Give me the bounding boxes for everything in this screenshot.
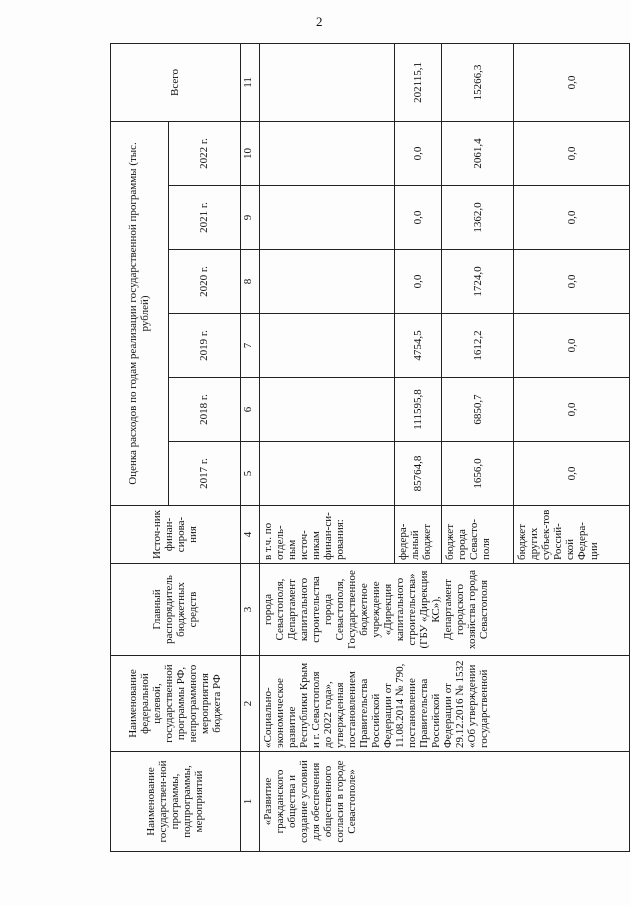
federal-program-cell: «Социально-экономическое развитие Республики Крым и г. Севастополя до 2022 года», утвержденная постановлением Правительства Российской Федерации от 11.08.2014 № 790, постановление Правительства Российской Федерации от 29.12.2016 № 1532 «Об утверждении государственной: [260, 656, 630, 752]
value-cell: 1612,2: [442, 314, 514, 378]
value-cell: 1724,0: [442, 250, 514, 314]
value-cell: 4754,5: [394, 314, 441, 378]
value-cell: 0,0: [394, 250, 441, 314]
value-cell: 85764,8: [394, 442, 441, 506]
program-name-cell: «Развитие гражданского общества и создание условий для обеспечения общественного согласия в городе Севастополе»: [260, 752, 630, 852]
value-cell: 0,0: [394, 121, 441, 185]
value-cell: [260, 121, 394, 185]
value-cell: 0,0: [514, 378, 630, 442]
column-number: 2: [240, 656, 260, 752]
rotated-table-wrapper: [110, 44, 630, 852]
column-number: 3: [240, 564, 260, 656]
value-cell: 0,0: [514, 43, 630, 121]
value-cell: 2061,4: [442, 121, 514, 185]
value-cell: 1656,0: [442, 442, 514, 506]
column-number: 1: [240, 752, 260, 852]
value-cell: [260, 378, 394, 442]
column-number: 5: [240, 442, 260, 506]
source-label: в т.ч. по отдель-ным источ-никам финан-си-рования:: [260, 506, 394, 564]
column-number: 11: [240, 43, 260, 121]
value-cell: 0,0: [394, 186, 441, 250]
header-group: Оценка расходов по годам реализации государственной программы (тыс. рублей): [111, 121, 169, 505]
header-program: Наименование государствен-ной программы, подпрограммы, мероприятий: [111, 752, 241, 852]
value-cell: 6850,7: [442, 378, 514, 442]
value-cell: 0,0: [514, 314, 630, 378]
value-cell: 111595,8: [394, 378, 441, 442]
source-label: федера-льный бюджет: [394, 506, 441, 564]
source-label: бюджет других субъек-тов Россий-ской Федера-ции: [514, 506, 630, 564]
header-distributor: Главный распорядитель бюджетных средств: [111, 564, 241, 656]
value-cell: 1362,0: [442, 186, 514, 250]
value-cell: 0,0: [514, 121, 630, 185]
budget-table: [110, 43, 630, 852]
header-year: 2019 г.: [168, 314, 240, 378]
table-row: [260, 43, 394, 851]
header-year: 2018 г.: [168, 378, 240, 442]
column-number: 6: [240, 378, 260, 442]
column-number: 9: [240, 186, 260, 250]
distributor-cell: города Севастополя, Департамент капитального строительства города Севастополя, Государственное бюджетное учреждение «Дирекция капитального строительства» (ГБУ «Дирекция КС»), Департамент городского хозяйства города Севастополя: [260, 564, 630, 656]
header-source: Источ-ник финан-сирова-ния: [111, 506, 241, 564]
column-number: 4: [240, 506, 260, 564]
value-cell: 15266,3: [442, 43, 514, 121]
value-cell: [260, 442, 394, 506]
page-number: 2: [316, 14, 323, 29]
value-cell: 0,0: [514, 442, 630, 506]
value-cell: 202115,1: [394, 43, 441, 121]
value-cell: 0,0: [514, 186, 630, 250]
column-number: 7: [240, 314, 260, 378]
column-number: 10: [240, 121, 260, 185]
header-year: 2021 г.: [168, 186, 240, 250]
value-cell: [260, 43, 394, 121]
header-year: 2020 г.: [168, 250, 240, 314]
value-cell: [260, 250, 394, 314]
header-year: 2017 г.: [168, 442, 240, 506]
header-federal: Наименование федеральной целевой, государственной программы РФ, непрограммного мероприятия бюджета РФ: [111, 656, 241, 752]
header-year: 2022 г.: [168, 121, 240, 185]
value-cell: 0,0: [514, 250, 630, 314]
column-numbers-row: [240, 43, 260, 851]
value-cell: [260, 314, 394, 378]
header-total: Всего: [111, 43, 241, 121]
column-number: 8: [240, 250, 260, 314]
value-cell: [260, 186, 394, 250]
source-label: бюджет города Севасто-поля: [442, 506, 514, 564]
